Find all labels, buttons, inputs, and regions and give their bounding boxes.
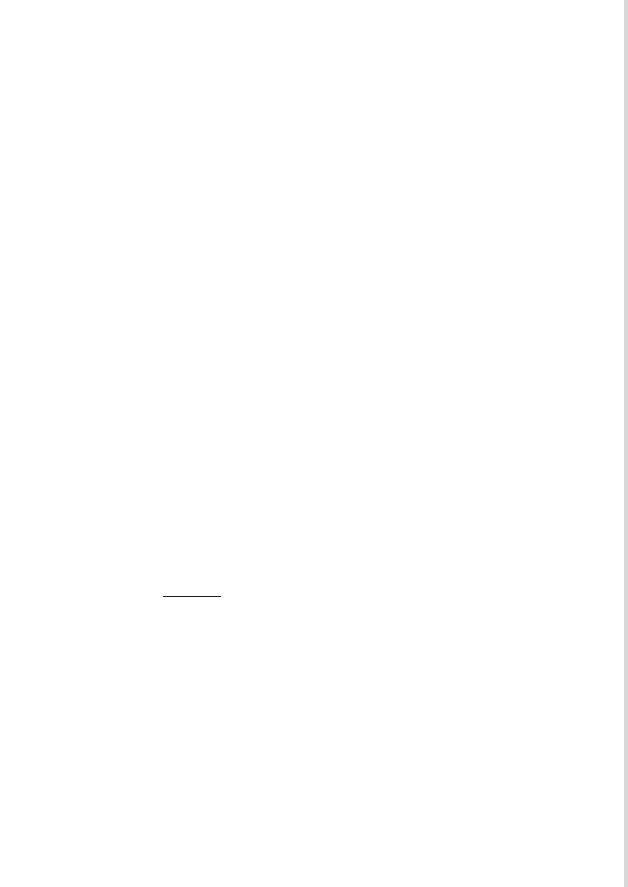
signature-line	[163, 596, 221, 597]
page-edge	[624, 0, 628, 887]
menu-sheet	[0, 8, 568, 30]
